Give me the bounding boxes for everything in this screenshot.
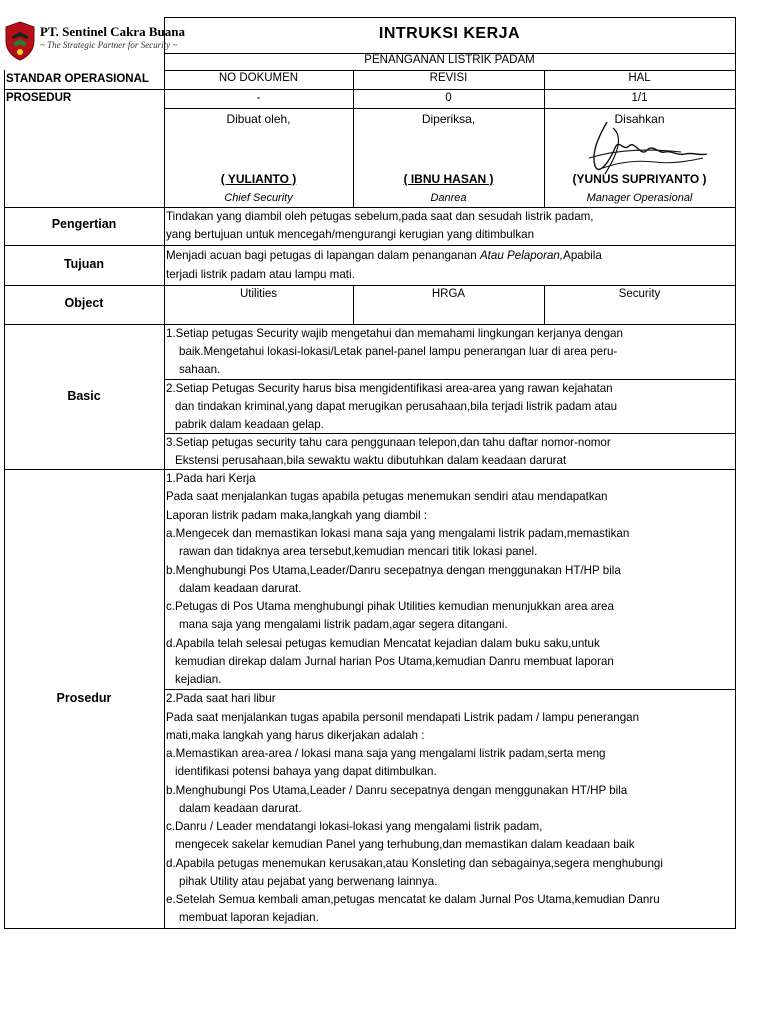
prosedur-s2-line-3: mati,maka langkah yang harus dikerjakan adalah : [166, 729, 425, 742]
basic-item-3-line-1: 3.Setiap petugas security tahu cara penggunaan telepon,dan tahu daftar nomor-nomor [166, 436, 611, 449]
prosedur-s1-line-5: rawan dan tidaknya area tersebut,kemudian mencari titik lokasi panel. [179, 545, 538, 558]
pengertian-line-2: yang bertujuan untuk mencegah/mengurangi kerugian yang ditimbulkan [166, 228, 535, 241]
tujuan-line-1-a: Menjadi acuan bagi petugas di lapangan dalam penanganan [166, 249, 480, 262]
revisi-label: REVISI [429, 72, 468, 84]
prosedur-s1-line-12: kejadian. [175, 673, 222, 686]
prosedur-s2-line-13: membuat laporan kejadian. [179, 911, 319, 924]
prosedur-s1-line-9: mana saja yang mengalami listrik padam,agar segera ditangani. [179, 618, 508, 631]
signature-title-3: Manager Operasional [586, 192, 693, 204]
signature-role-1: Dibuat oleh, [226, 112, 291, 126]
tujuan-line-2: terjadi listrik padam atau lampu mati. [166, 268, 355, 281]
prosedur-s2-line-5: identifikasi potensi bahaya yang dapat ditimbulkan. [175, 765, 437, 778]
prosedur-s2-line-12: e.Setelah Semua kembali aman,petugas mencatat ke dalam Jurnal Pos Utama,kemudian Danru [166, 893, 660, 906]
prosedur-s2-line-4: a.Memastikan area-area / lokasi mana saja yang mengalami listrik padam,serta meng [166, 747, 606, 760]
object-item-hrga: HRGA [431, 288, 466, 300]
signature-name-3: (YUNUS SUPRIYANTO ) [572, 172, 707, 186]
no-dokumen-value: - [256, 92, 261, 104]
tujuan-line-1-c: Apabila [563, 249, 602, 262]
prosedur-s1-line-10: d.Apabila telah selesai petugas kemudian Mencatat kejadian dalam buku saku,untuk [166, 637, 600, 650]
shield-logo-icon [4, 21, 36, 61]
company-tagline: ~ The Strategic Partner for Security ~ [40, 40, 178, 50]
object-item-security: Security [618, 288, 661, 300]
tujuan-label: Tujuan [63, 257, 105, 271]
prosedur-s1-line-3: Laporan listrik padam maka,langkah yang diambil : [166, 509, 428, 522]
prosedur-s1-line-11: kemudian direkap dalam Jurnal harian Pos Utama,kemudian Danru membuat laporan [175, 655, 614, 668]
prosedur-s1-line-6: b.Menghubungi Pos Utama,Leader/Danru secepatnya dengan menggunakan HT/HP bila [166, 564, 621, 577]
signature-name-1: ( YULIANTO ) [220, 172, 297, 186]
prosedur-s1-line-7: dalam keadaan darurat. [179, 582, 302, 595]
prosedur-s2-line-1: 2.Pada saat hari libur [166, 692, 276, 705]
prosedur-s2-line-7: dalam keadaan darurat. [179, 802, 302, 815]
hal-label: HAL [628, 72, 651, 84]
prosedur-label: Prosedur [56, 691, 112, 705]
revisi-value: 0 [445, 92, 452, 104]
basic-item-2-line-2: dan tindakan kriminal,yang dapat merugikan perusahaan,bila terjadi listrik padam atau [175, 400, 618, 413]
prosedur-s1-line-1: 1.Pada hari Kerja [166, 472, 256, 485]
pengertian-line-1: Tindakan yang diambil oleh petugas sebelum,pada saat dan sesudah listrik padam, [166, 210, 594, 223]
page-subtitle: PENANGANAN LISTRIK PADAM [364, 54, 535, 66]
prosedur-s2-line-2: Pada saat menjalankan tugas apabila personil mendapati Listrik padam / lampu penerangan [166, 711, 640, 724]
basic-label: Basic [67, 389, 101, 403]
signature-role-2: Diperiksa, [421, 112, 476, 126]
page-title: INTRUKSI KERJA [378, 25, 521, 42]
prosedur-s2-line-6: b.Menghubungi Pos Utama,Leader / Danru secepatnya dengan menggunakan HT/HP bila [166, 784, 628, 797]
basic-item-2-line-1: 2.Setiap Petugas Security harus bisa mengidentifikasi area-area yang rawan kejahatan [166, 382, 613, 395]
object-label: Object [64, 296, 104, 310]
signature-name-2: ( IBNU HASAN ) [403, 172, 494, 186]
prosedur-s1-line-4: a.Mengecek dan memastikan lokasi mana saja yang mengalami listrik padam,memastikan [166, 527, 630, 540]
sop-label-line2: PROSEDUR [6, 92, 72, 104]
no-dokumen-label: NO DOKUMEN [218, 72, 299, 84]
basic-item-2-line-3: pabrik dalam keadaan gelap. [175, 418, 324, 431]
object-item-utilities: Utilities [239, 288, 278, 300]
company-name: PT. Sentinel Cakra Buana [40, 24, 185, 39]
basic-item-1-line-1: 1.Setiap petugas Security wajib mengetahui dan memahami lingkungan kerjanya dengan [166, 327, 623, 340]
prosedur-s1-line-2: Pada saat menjalankan tugas apabila petugas menemukan sendiri atau mendapatkan [166, 490, 608, 503]
prosedur-s2-line-9: mengecek sakelar kemudian Panel yang terhubung,dan memastikan dalam keadaan baik [175, 838, 635, 851]
prosedur-s2-line-8: c.Danru / Leader mendatangi lokasi-lokasi yang mengalami listrik padam, [166, 820, 543, 833]
tujuan-line-1-b: Atau Pelaporan, [479, 249, 564, 262]
hal-value: 1/1 [631, 92, 648, 104]
signature-role-3: Disahkan [614, 112, 665, 126]
basic-item-3-line-2: Ekstensi perusahaan,bila sewaktu waktu dibutuhkan dalam keadaan darurat [175, 454, 567, 467]
prosedur-s2-line-11: pihak Utility atau pejabat yang berwenang lainnya. [179, 875, 438, 888]
signature-title-1: Chief Security [224, 192, 293, 204]
basic-item-1-line-3: sahaan. [179, 363, 221, 376]
prosedur-s1-line-8: c.Petugas di Pos Utama menghubungi pihak Utilities kemudian menunjukkan area area [166, 600, 614, 613]
signature-scribble [585, 118, 715, 180]
signature-title-2: Danrea [430, 192, 467, 204]
tujuan-line-1 [166, 247, 602, 265]
prosedur-s2-line-10: d.Apabila petugas menemukan kerusakan,atau Konsleting dan sebagainya,segera menghubungi [166, 857, 663, 870]
basic-item-1-line-2: baik.Mengetahui lokasi-lokasi/Letak panel-panel lampu penerangan luar di area peru- [179, 345, 618, 358]
company-logo [4, 21, 36, 61]
sop-label-line1: STANDAR OPERASIONAL [6, 73, 149, 85]
pengertian-label: Pengertian [51, 217, 117, 231]
